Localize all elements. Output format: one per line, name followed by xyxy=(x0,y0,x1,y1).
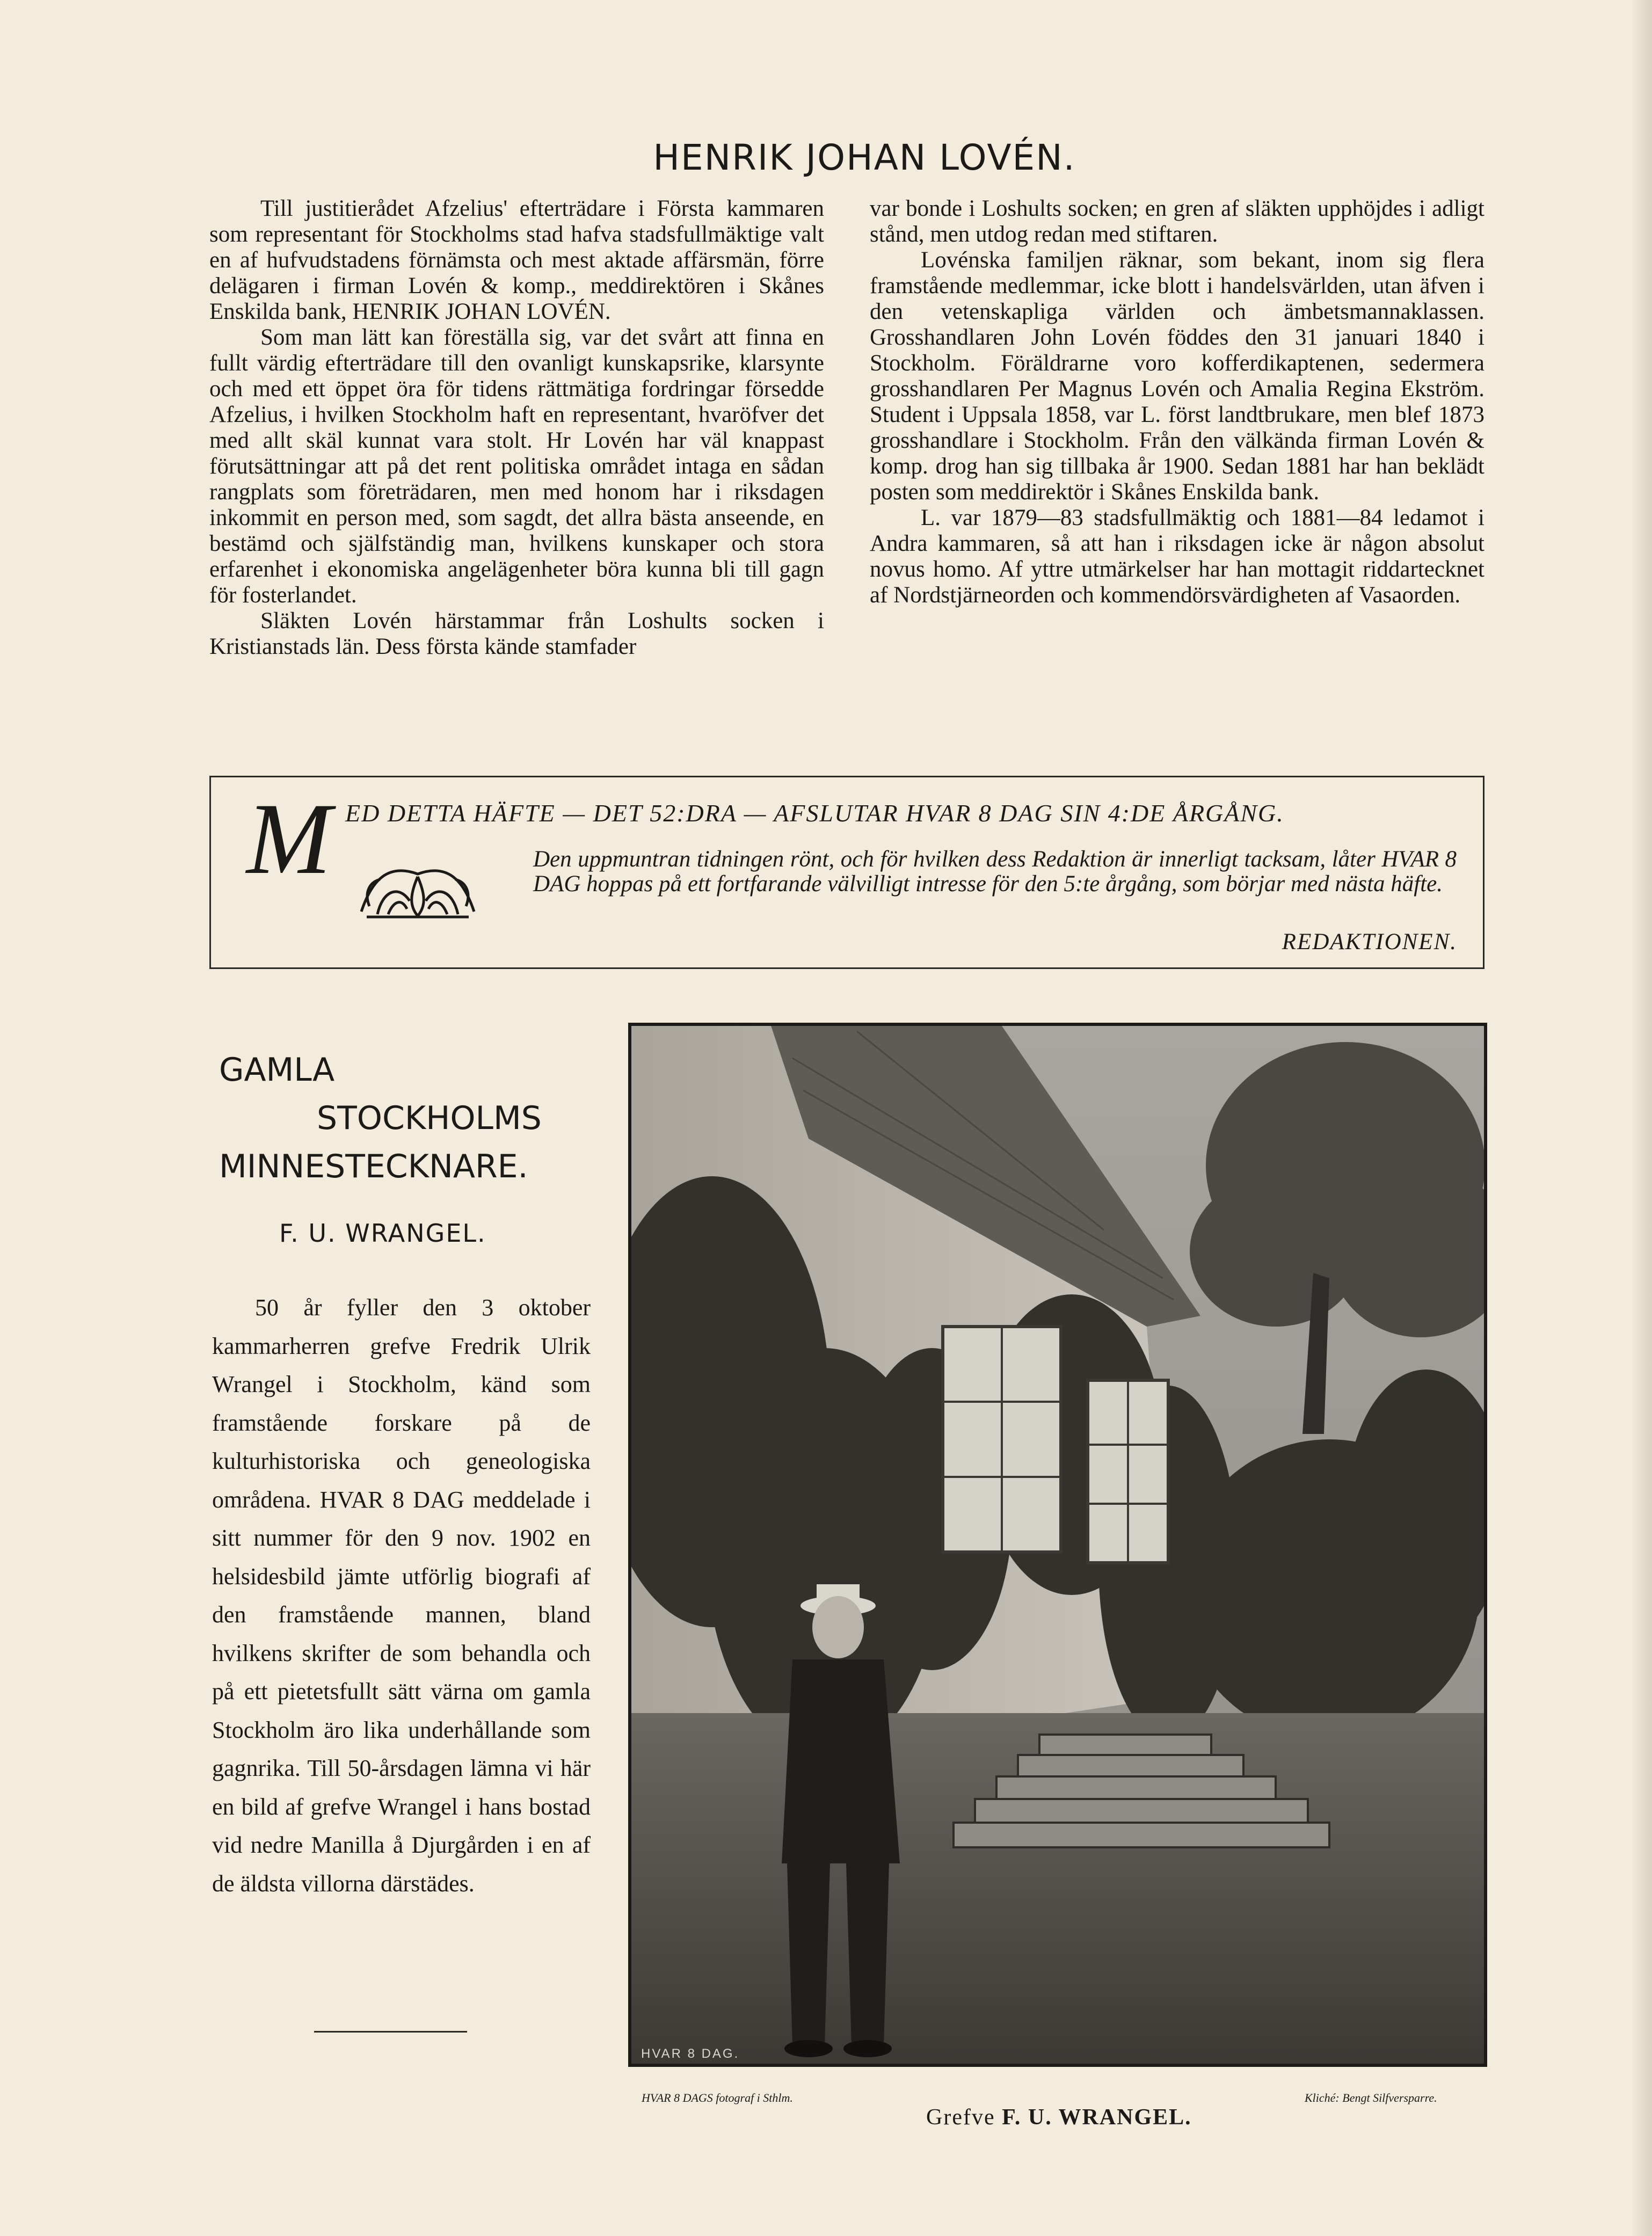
wrangel-photograph xyxy=(628,1023,1487,2067)
article-paragraph: Släkten Lovén härstammar från Loshults socken i Kristianstads län. Dess första kände stamfader xyxy=(209,608,824,659)
page-edge xyxy=(1631,0,1652,2236)
photo-caption xyxy=(926,2104,1192,2130)
feature-title-line: MINNESTECKNARE. xyxy=(219,1148,528,1185)
notice-signature: REDAKTIONEN. xyxy=(1282,929,1457,955)
photo-credit-photographer: HVAR 8 DAGS fotograf i Sthlm. xyxy=(642,2091,793,2104)
caption-name: F. U. WRANGEL. xyxy=(1002,2105,1192,2130)
article-paragraph: L. var 1879—83 stadsfullmäktig och 1881—84 ledamot i Andra kammaren, så att han i riksdagen icke är någon absolut novus homo. Af yttre utmärkelser har han mottagit riddartecknet af Nordstjärneorden och kommendörsvärdigheten af Vasaorden. xyxy=(870,505,1484,608)
feature-title xyxy=(215,1046,601,1191)
photo-credit-engraver: Kliché: Bengt Silfversparre. xyxy=(1305,2091,1437,2104)
article-left-column xyxy=(209,196,824,660)
notice-body: Den uppmuntran tidningen rönt, och för hvilken dess Redaktion är innerligt tacksam, låter HVAR 8 DAG hoppas på ett fortfarande välvilligt intresse för den 5:te årgång, som börjar med nästa häfte. xyxy=(533,847,1457,897)
article-paragraph: Lovénska familjen räknar, som bekant, inom sig flera framstående medlemmar, icke blott i handelsvärlden, utan äfven i den vetenskapliga världen och ämbetsmannaklassen. Grosshandlaren John Lovén föddes den 31 januari 1840 i Stockholm. Föräldrarne voro kofferdikaptenen, sedermera grosshandlaren Per Magnus Lovén och Amalia Regina Ekström. Student i Uppsala 1858, var L. först landtbrukare, men blef 1873 grosshandlare i Stockholm. Från den välkända firman Lovén & komp. drog han sig tillbaka år 1900. Sedan 1881 har han beklädt posten som meddirektör i Skånes Enskilda bank. xyxy=(870,247,1484,505)
editorial-notice-box xyxy=(209,776,1484,969)
article-paragraph: Som man lätt kan föreställa sig, var det svårt att finna en fullt värdig efterträdare till den ovanligt kunskapsrike, klarsynte och med ett öppet öra för tidens rättmätiga fordringar försedde Afzelius, i hvilken Stockholm haft en representant, hvaröfver det med allt skäl kunnat vara stolt. Hr Lovén har väl knappast förutsättningar att på det rent politiska området intaga en sådan rangplats som företrädaren, men med honom har i riksdagen inkommit en person med, som sagdt, det allra bästa anseende, en bestämd och själfständig man, hvilkens kunskaper och stora erfarenhet i ekonomiska angelägenheter böra kunna bli till gagn för fosterlandet. xyxy=(209,325,824,608)
photo-watermark: HVAR 8 DAG. xyxy=(641,2046,740,2061)
article-title: HENRIK JOHAN LOVÉN. xyxy=(653,137,1076,178)
feature-title-line: GAMLA xyxy=(219,1051,335,1089)
article-paragraph: var bonde i Loshults socken; en gren af släkten upphöjdes i adligt stånd, men utdog redan med stiftaren. xyxy=(870,196,1484,247)
caption-prefix: Grefve xyxy=(926,2105,995,2130)
feature-text: 50 år fyller den 3 oktober kammarherren grefve Fredrik Ulrik Wrangel i Stockholm, känd som framstående forskare på de kulturhistoriska och geneologiska områdena. HVAR 8 DAG meddelade i sitt nummer för den 9 nov. 1902 en helsidesbild jämte utförlig biografi af den framstående mannen, bland hvilkens skrifter de som behandla och på ett pietetsfullt sätt värna om gamla Stockholm äro lika underhållande som gagnrika. Till 50-årsdagen lämna vi här en bild af grefve Wrangel i hans bostad vid nedre Manilla å Djurgården i en af de äldsta villorna därstädes. xyxy=(212,1294,591,1897)
art-nouveau-ornament-icon xyxy=(356,847,479,928)
article-paragraph: Till justitierådet Afzelius' efterträdare i Första kammaren som representant för Stockholms stad hafva stadsfullmäktige valt en af hufvudstadens förnämsta och mest aktade affärsmän, förre delägaren i firman Lovén & komp., meddirektören i Skånes Enskilda bank, HENRIK JOHAN LOVÉN. xyxy=(209,196,824,324)
feature-title-line: STOCKHOLMS xyxy=(317,1099,542,1137)
feature-author: F. U. WRANGEL. xyxy=(279,1219,486,1248)
photo-scene xyxy=(631,1026,1484,2064)
article-right-column xyxy=(870,196,1484,608)
notice-drop-cap: M xyxy=(246,783,332,895)
notice-headline: ED DETTA HÄFTE — DET 52:DRA — AFSLUTAR HVAR 8 DAG SIN 4:DE ÅRGÅNG. xyxy=(345,799,1284,827)
section-divider xyxy=(314,2031,467,2033)
